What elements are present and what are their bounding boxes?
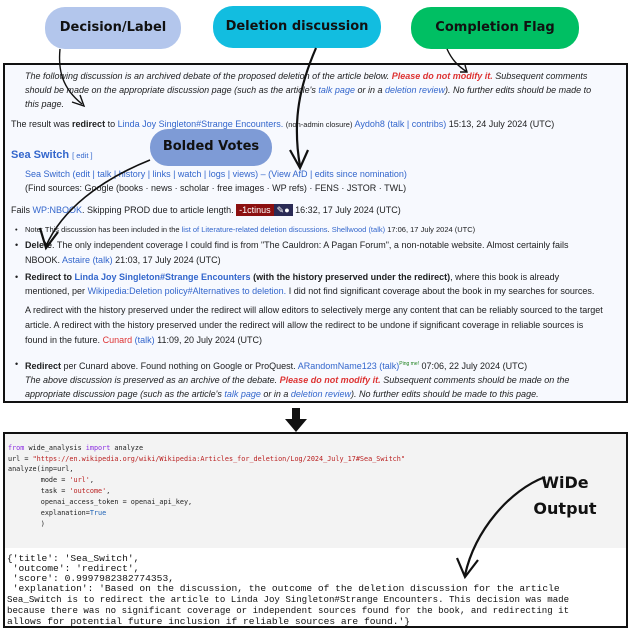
completion-flag-bubble: Completion Flag: [411, 7, 579, 49]
code-line-7: explanation=True: [8, 509, 107, 517]
archive-footer-line1: The above discussion is preserved as an archive of the debate. Please do not modify it. Subsequent comments should be made on the: [25, 375, 570, 385]
code-line-5: task = 'outcome',: [8, 487, 111, 495]
deletion-review-link[interactable]: deletion review: [385, 85, 446, 95]
archive-header-line2: should be made on the appropriate discussion page (such as the article's talk page or in a deletion review). No further edits should be made to: [25, 85, 592, 95]
output-line: Sea_Switch is to redirect the article to Linda Joy Singleton#Strange Encounters. This decision was made: [7, 594, 570, 605]
redirect-para-line3: found in the future. Cunard (talk) 11:09, 20 July 2024 (UTC): [25, 335, 263, 345]
output-line: {'title': 'Sea_Switch',: [7, 553, 140, 564]
article-title: [11, 149, 93, 162]
code-line-8: ): [8, 520, 45, 528]
archive-header-line1: The following discussion is an archived debate of the proposed deletion of the article below. Please do not modify it. Subsequent comments: [25, 71, 588, 81]
output-line: allows for potential future inclusion if reliable sources are found.'}: [7, 616, 411, 627]
redirect-vote-2: • Redirect per Cunard above. Found nothing on Google or ProQuest. ARandomName123 (talk)$^{Ping me!}$ 07:06, 22 July 2024 (UTC): [25, 359, 527, 372]
decision-label-bubble: Decision/Label: [45, 7, 181, 49]
code-line-1: from wide_analysis import analyze: [8, 444, 144, 452]
output-line: 'outcome': 'redirect',: [7, 563, 140, 574]
closer-talk-links[interactable]: (talk | contribs): [387, 119, 447, 129]
edit-section-link[interactable]: [ edit ]: [72, 151, 93, 160]
ping-me-link[interactable]: Ping me!: [399, 361, 419, 367]
output-line: because there was no significant coverage or independent sources found for the book, and redirecting it: [7, 605, 570, 616]
code-line-6: openai_access_token = openai_api_key,: [8, 498, 193, 506]
nomination-line: Fails WP:NBOOK. Skipping PROD due to article length. -1ctinus ✎● 16:32, 17 July 2024 (UTC): [11, 205, 401, 215]
redirect-vote: • Redirect to Linda Joy Singleton#Strange Encounters (with the history preserved under the redirect), where this book is already: [25, 272, 559, 283]
redirect-vote-line2: mentioned, per Wikipedia:Deletion policy#Alternatives to deletion. I did not find significant coverage about the book in my searches for sources.: [25, 286, 595, 296]
find-sources-links[interactable]: (Find sources: Google (books · news · scholar · free images · WP refs) · FENS · JSTOR · TWL): [25, 183, 407, 193]
code-notebook-panel: [3, 432, 628, 628]
note-line: • Note: This discussion has been included in the list of Literature-related deletion discussions. Shellwood (talk) 17:06, 17 July 2024 (UTC): [25, 224, 475, 235]
note-user-link[interactable]: Shellwood: [331, 225, 367, 234]
signature-icons: ✎●: [274, 204, 293, 216]
archive-footer-line2: appropriate discussion page (such as the article's talk page or in a deletion review). No further edits should be made to this page.: [25, 389, 539, 399]
note-talk-link[interactable]: (talk): [368, 225, 386, 234]
literature-list-link[interactable]: list of Literature-related deletion discussions: [181, 225, 328, 234]
bolded-votes-bubble: Bolded Votes: [150, 129, 272, 166]
code-line-3: analyze(inp=url,: [8, 465, 74, 473]
output-line: 'explanation': 'Based on the discussion, the outcome of the deletion discussion for the article: [7, 583, 560, 594]
redirect-para-line1: A redirect with the history preserved under the redirect will allow editors to selectively merge any content that can be reliably sourced to the target: [25, 305, 603, 315]
astaire-talk-link[interactable]: (talk): [92, 255, 113, 265]
wide-output-label: WiDe Output: [533, 473, 597, 518]
redirect-para-line2: article. A redirect with the history preserved under the redirect will allow the redirect to be undone if significant coverage in reliable sources is: [25, 320, 584, 330]
arandomname-talk-link[interactable]: (talk): [379, 361, 400, 371]
deletion-discussion-bubble: Deletion discussion: [213, 6, 381, 48]
down-arrow-icon: [285, 408, 307, 432]
cunard-link[interactable]: Cunard: [102, 335, 133, 345]
deletion-policy-link[interactable]: Wikipedia:Deletion policy#Alternatives to deletion.: [87, 286, 287, 296]
result-target-link[interactable]: Linda Joy Singleton#Strange Encounters.: [117, 119, 284, 129]
article-tools-links[interactable]: Sea Switch (edit | talk | history | links | watch | logs | views) – (View AfD | edits since nomination): [25, 169, 407, 179]
article-title-link[interactable]: Sea Switch: [11, 149, 70, 161]
code-line-2: url = "https://en.wikipedia.org/wiki/Wikipedia:Articles_for_deletion/Log/2024_July_17#Sea_Switch": [8, 455, 405, 463]
delete-vote: • Delete. The only independent coverage I could find is from "The Cauldron: A Pagan Forum", a non-notable website. Almost certainly fails: [25, 240, 569, 251]
footer-deletion-review-link[interactable]: deletion review: [290, 389, 351, 399]
result-line: The result was redirect to Linda Joy Singleton#Strange Encounters. (non-admin closure) Aydoh8 (talk | contribs) 15:13, 24 July 2024 (UTC): [11, 119, 555, 129]
code-line-4: mode = 'url',: [8, 476, 94, 484]
nominator-signature[interactable]: -1ctinus: [236, 204, 274, 216]
delete-vote-signature: NBOOK. Astaire (talk) 21:03, 17 July 2024 (UTC): [25, 255, 221, 265]
redirect-target-link[interactable]: Linda Joy Singleton#Strange Encounters: [74, 272, 251, 282]
astaire-link[interactable]: Astaire: [62, 255, 91, 265]
arandomname-link[interactable]: ARandomName123: [297, 361, 377, 371]
nbook-link[interactable]: WP:NBOOK: [32, 205, 83, 215]
talk-page-link[interactable]: talk page: [318, 85, 355, 95]
archive-header-line3: this page.: [25, 99, 65, 109]
wiki-discussion-panel: [3, 63, 628, 403]
closer-user-link[interactable]: Aydoh8: [354, 119, 385, 129]
footer-talk-page-link[interactable]: talk page: [224, 389, 261, 399]
output-line: 'score': 0.9997982382774353,: [7, 573, 174, 584]
cunard-talk-link[interactable]: (talk): [134, 335, 155, 345]
